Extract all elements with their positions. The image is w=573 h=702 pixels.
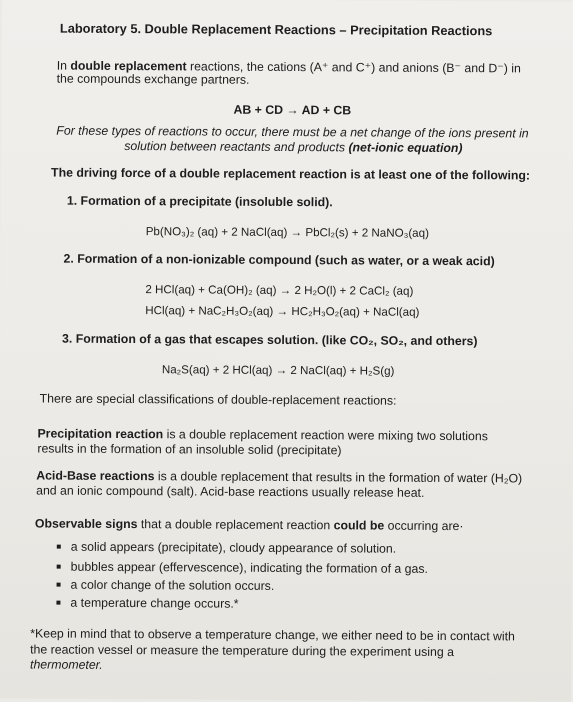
net-change-bold: (net-ionic equation) bbox=[348, 140, 463, 156]
intro-rest: reactions, the cations (A⁺ and C⁺) and anions (B⁻ and D⁻) in bbox=[186, 59, 521, 76]
precipitation-rest: is a double replacement reaction were mixing two solutions bbox=[163, 427, 488, 444]
intro-bold: double replacement bbox=[70, 58, 187, 74]
observable-mid: that a double replacement reaction bbox=[137, 517, 334, 533]
note-line-3: thermometer. bbox=[30, 657, 103, 672]
item-2: 2. Formation of a non-ionizable compound (such as water, or a weak acid) bbox=[63, 251, 495, 269]
net-change-prefix: solution between reactants and products bbox=[124, 139, 349, 155]
observable-rest: occurring are· bbox=[384, 518, 464, 534]
note-line-2: the reaction vessel or measure the temperature during the experiment using a bbox=[30, 642, 454, 660]
acid-base-line-2: and an ionic compound (salt). Acid-base reactions usually release heat. bbox=[36, 483, 425, 500]
observable-bold-2: could be bbox=[333, 518, 385, 533]
bullet-icon bbox=[57, 583, 61, 587]
item-3: 3. Formation of a gas that escapes solution. (like CO₂, SO₂, and others) bbox=[62, 331, 478, 349]
intro-line-2: the compounds exchange partners. bbox=[56, 71, 250, 87]
bullet-icon bbox=[57, 565, 61, 569]
bullet-item-3: a color change of the solution occurs. bbox=[70, 577, 275, 593]
bullet-icon bbox=[57, 545, 61, 549]
document-title: Laboratory 5. Double Replacement Reactions – Precipitation Reactions bbox=[59, 20, 493, 39]
intro-prefix: In bbox=[56, 58, 71, 73]
item-2-equation-2: HCl(aq) + NaC₂H₃O₂(aq) → HC₂H₃O₂(aq) + NaCl(aq) bbox=[145, 304, 420, 319]
item-2-equation-1: 2 HCl(aq) + Ca(OH)₂ (aq) → 2 H₂O(l) + 2 CaCl₂ (aq) bbox=[145, 283, 414, 298]
item-1: 1. Formation of a precipitate (insoluble solid). bbox=[66, 193, 333, 210]
acid-base-rest: is a double replacement that results in the formation of water (H₂O) bbox=[154, 469, 523, 486]
bullet-item-2: bubbles appear (effervescence), indicating the formation of a gas. bbox=[70, 559, 429, 576]
driving-force-heading: The driving force of a double replacement reaction is at least one of the following: bbox=[51, 165, 531, 183]
special-classifications: There are special classifications of double-replacement reactions: bbox=[39, 391, 397, 408]
general-equation: AB + CD → AD + CB bbox=[233, 102, 352, 118]
net-change-line-1: For these types of reactions to occur, there must be a net change of the ions present in bbox=[56, 123, 529, 141]
bullet-icon bbox=[56, 601, 60, 605]
note-line-1: *Keep in mind that to observe a temperature change, we either need to be in contact with bbox=[30, 626, 515, 644]
observable-signs-heading bbox=[35, 516, 464, 534]
precipitation-line-2: results in the formation of an insoluble solid (precipitate) bbox=[37, 441, 342, 458]
item-1-equation: Pb(NO₃)₂ (aq) + 2 NaCl(aq) → PbCl₂(s) + 2 NaNO₃(aq) bbox=[145, 225, 430, 240]
bullet-item-1: a solid appears (precipitate), cloudy appearance of solution. bbox=[70, 539, 397, 556]
acid-base-bold: Acid-Base reactions bbox=[36, 468, 155, 484]
observable-bold-1: Observable signs bbox=[34, 516, 138, 532]
net-change-line-2 bbox=[124, 139, 462, 156]
bullet-item-4: a temperature change occurs.* bbox=[70, 595, 239, 611]
precipitation-bold: Precipitation reaction bbox=[37, 426, 164, 442]
item-3-equation: Na₂S(aq) + 2 HCl(aq) → 2 NaCl(aq) + H₂S(g) bbox=[161, 363, 395, 378]
